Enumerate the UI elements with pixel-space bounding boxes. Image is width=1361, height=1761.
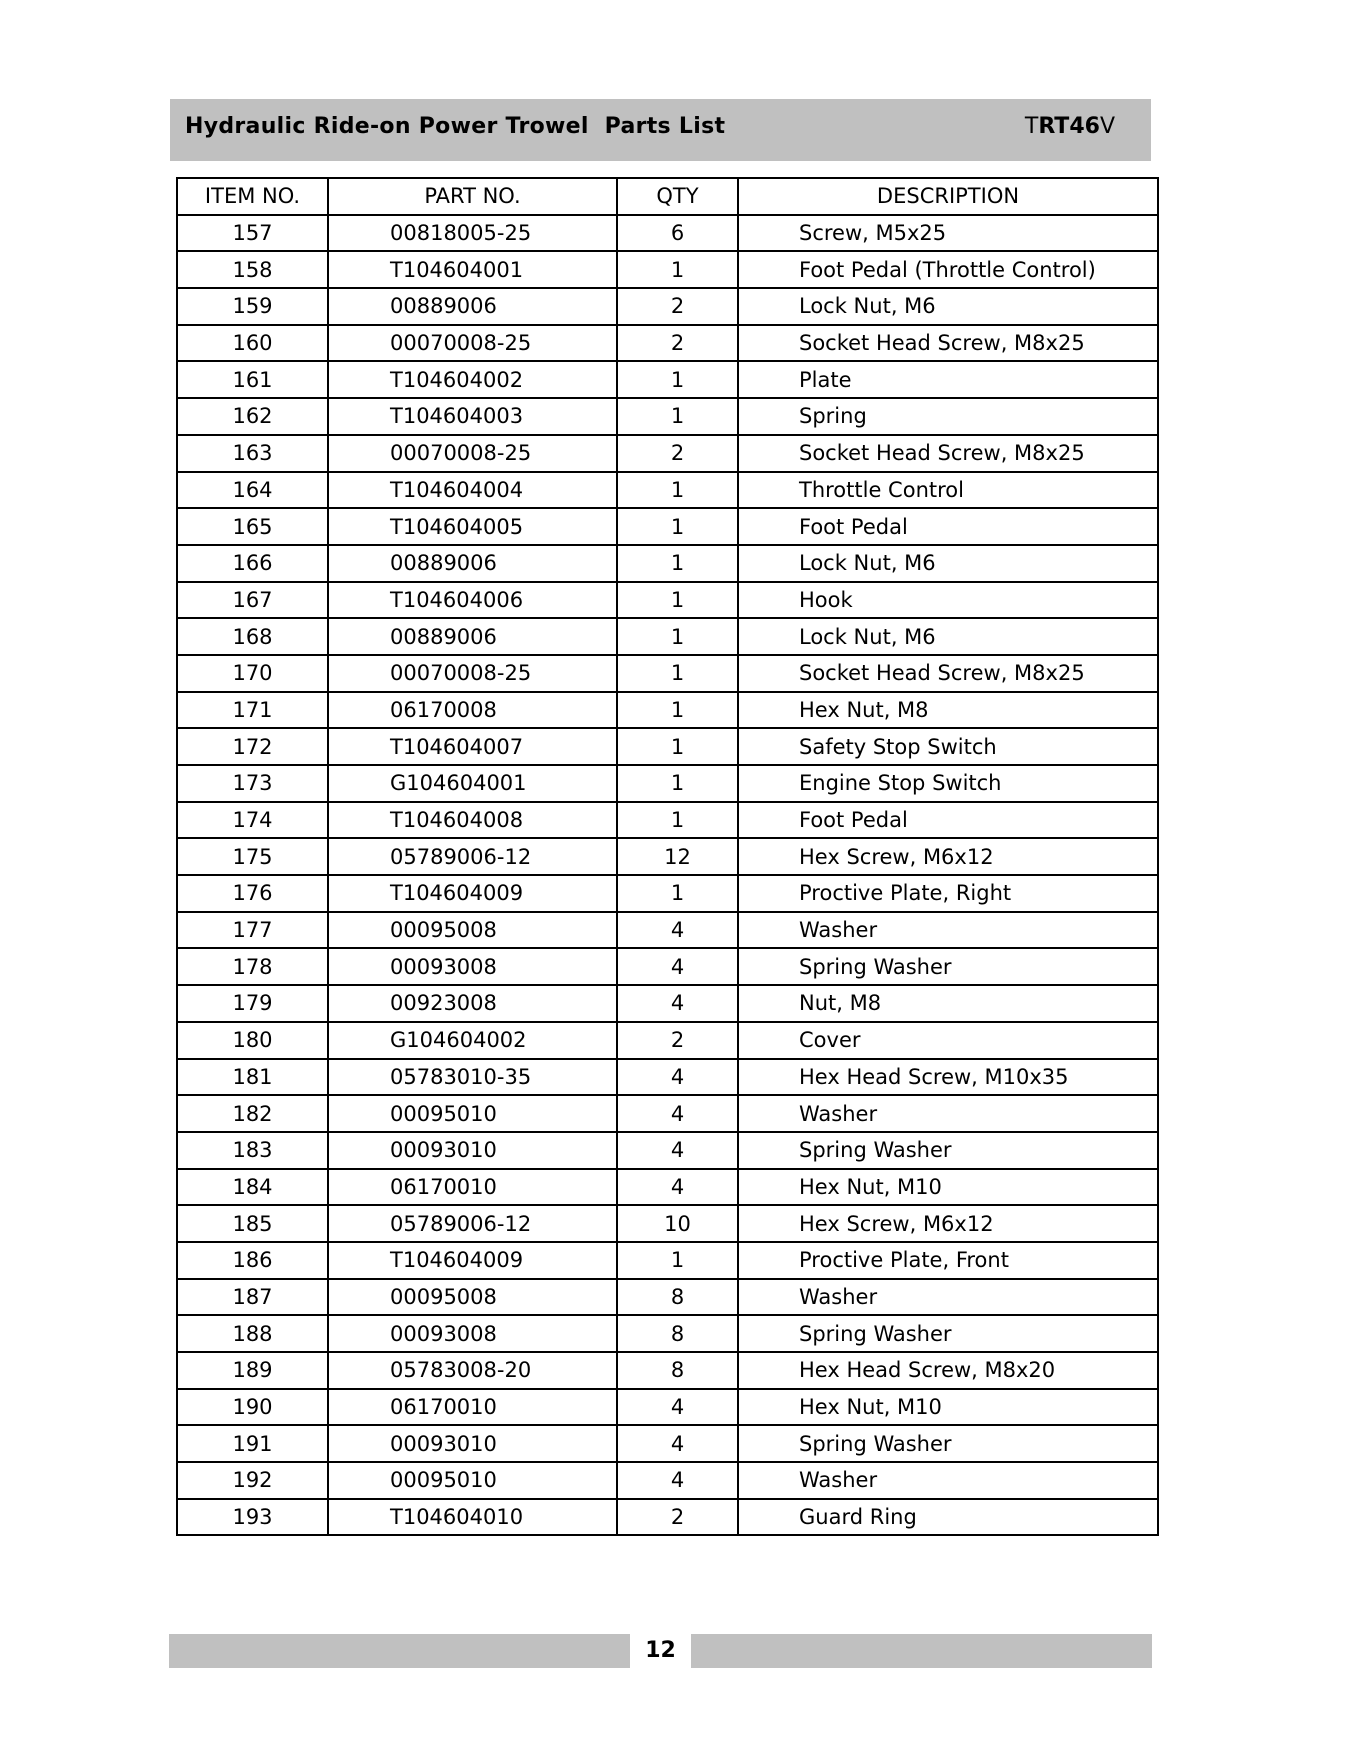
table-row [177,1425,1158,1462]
qty-cell: 2 [617,288,738,325]
qty-cell: 2 [617,325,738,362]
table-row [177,215,1158,252]
table-row [177,472,1158,509]
qty-cell: 4 [617,1425,738,1462]
table-row [177,1352,1158,1389]
part-no-cell: 05789006-12 [328,1205,617,1242]
description-cell: Hex Head Screw, M10x35 [738,1059,1158,1096]
item-no-cell: 190 [177,1389,328,1426]
description-cell: Spring [738,398,1158,435]
item-no-cell: 163 [177,435,328,472]
table-row [177,655,1158,692]
part-no-cell: T104604001 [328,251,617,288]
qty-cell: 1 [617,545,738,582]
description-cell: Lock Nut, M6 [738,545,1158,582]
item-no-cell: 172 [177,728,328,765]
description-cell: Foot Pedal (Throttle Control) [738,251,1158,288]
part-no-cell: T104604003 [328,398,617,435]
qty-cell: 8 [617,1352,738,1389]
qty-cell: 1 [617,361,738,398]
part-no-cell: 00095010 [328,1095,617,1132]
qty-cell: 10 [617,1205,738,1242]
item-no-cell: 181 [177,1059,328,1096]
part-no-cell: G104604002 [328,1022,617,1059]
item-no-cell: 187 [177,1279,328,1316]
qty-cell: 4 [617,1095,738,1132]
footer-bar-left [169,1634,630,1668]
part-no-cell: T104604004 [328,472,617,509]
column-header-description: DESCRIPTION [738,178,1158,215]
part-no-cell: T104604008 [328,802,617,839]
table-row [177,1169,1158,1206]
description-cell: Proctive Plate, Front [738,1242,1158,1279]
table-row [177,1389,1158,1426]
part-no-cell: 00095008 [328,912,617,949]
table-row [177,875,1158,912]
table-row [177,1242,1158,1279]
item-no-cell: 173 [177,765,328,802]
qty-cell: 4 [617,1132,738,1169]
part-no-cell: T104604009 [328,875,617,912]
item-no-cell: 171 [177,692,328,729]
description-cell: Cover [738,1022,1158,1059]
part-no-cell: 00070008-25 [328,655,617,692]
item-no-cell: 159 [177,288,328,325]
table-row [177,545,1158,582]
item-no-cell: 168 [177,618,328,655]
description-cell: Lock Nut, M6 [738,618,1158,655]
model-prefix: T [1024,114,1039,139]
qty-cell: 1 [617,472,738,509]
part-no-cell: 00095008 [328,1279,617,1316]
part-no-cell: 00889006 [328,618,617,655]
qty-cell: 2 [617,1022,738,1059]
column-header-qty: QTY [617,178,738,215]
item-no-cell: 166 [177,545,328,582]
item-no-cell: 183 [177,1132,328,1169]
description-cell: Spring Washer [738,1315,1158,1352]
table-row [177,838,1158,875]
description-cell: Throttle Control [738,472,1158,509]
qty-cell: 1 [617,728,738,765]
table-row [177,765,1158,802]
description-cell: Hex Nut, M8 [738,692,1158,729]
table-row [177,361,1158,398]
part-no-cell: 00095010 [328,1462,617,1499]
part-no-cell: T104604007 [328,728,617,765]
table-row [177,948,1158,985]
item-no-cell: 182 [177,1095,328,1132]
part-no-cell: 05783010-35 [328,1059,617,1096]
qty-cell: 1 [617,875,738,912]
item-no-cell: 167 [177,582,328,619]
model-bold: RT46 [1038,114,1100,139]
item-no-cell: 165 [177,508,328,545]
item-no-cell: 180 [177,1022,328,1059]
part-no-cell: T104604010 [328,1499,617,1536]
table-row [177,802,1158,839]
description-cell: Hex Head Screw, M8x20 [738,1352,1158,1389]
table-row [177,618,1158,655]
qty-cell: 1 [617,398,738,435]
description-cell: Safety Stop Switch [738,728,1158,765]
part-no-cell: 05789006-12 [328,838,617,875]
table-row [177,508,1158,545]
table-row [177,728,1158,765]
description-cell: Washer [738,912,1158,949]
description-cell: Spring Washer [738,1132,1158,1169]
table-row [177,435,1158,472]
table-row [177,1132,1158,1169]
description-cell: Foot Pedal [738,508,1158,545]
qty-cell: 8 [617,1279,738,1316]
table-header-row [177,178,1158,215]
item-no-cell: 186 [177,1242,328,1279]
item-no-cell: 170 [177,655,328,692]
part-no-cell: T104604006 [328,582,617,619]
description-cell: Hook [738,582,1158,619]
item-no-cell: 161 [177,361,328,398]
item-no-cell: 174 [177,802,328,839]
qty-cell: 8 [617,1315,738,1352]
item-no-cell: 193 [177,1499,328,1536]
part-no-cell: 00093010 [328,1425,617,1462]
qty-cell: 1 [617,802,738,839]
part-no-cell: 00889006 [328,545,617,582]
part-no-cell: T104604002 [328,361,617,398]
table-row [177,912,1158,949]
description-cell: Spring Washer [738,948,1158,985]
description-cell: Washer [738,1462,1158,1499]
description-cell: Guard Ring [738,1499,1158,1536]
item-no-cell: 191 [177,1425,328,1462]
table-row [177,582,1158,619]
table-row [177,1315,1158,1352]
table-row [177,398,1158,435]
qty-cell: 4 [617,948,738,985]
item-no-cell: 157 [177,215,328,252]
description-cell: Lock Nut, M6 [738,288,1158,325]
table-row [177,1059,1158,1096]
qty-cell: 4 [617,912,738,949]
part-no-cell: 06170010 [328,1389,617,1426]
part-no-cell: 00093008 [328,1315,617,1352]
table-row [177,1022,1158,1059]
part-no-cell: 06170010 [328,1169,617,1206]
description-cell: Socket Head Screw, M8x25 [738,655,1158,692]
table-row [177,985,1158,1022]
page-number: 12 [645,1638,676,1663]
item-no-cell: 177 [177,912,328,949]
item-no-cell: 184 [177,1169,328,1206]
item-no-cell: 164 [177,472,328,509]
description-cell: Spring Washer [738,1425,1158,1462]
description-cell: Proctive Plate, Right [738,875,1158,912]
part-no-cell: 00093010 [328,1132,617,1169]
description-cell: Engine Stop Switch [738,765,1158,802]
part-no-cell: 05783008-20 [328,1352,617,1389]
qty-cell: 1 [617,655,738,692]
item-no-cell: 185 [177,1205,328,1242]
description-cell: Plate [738,361,1158,398]
table-row [177,1462,1158,1499]
part-no-cell: 00070008-25 [328,325,617,362]
part-no-cell: T104604005 [328,508,617,545]
column-header-part-no: PART NO. [328,178,617,215]
table-row [177,692,1158,729]
qty-cell: 6 [617,215,738,252]
document-title: Hydraulic Ride-on Power Trowel Parts List [185,114,726,139]
qty-cell: 4 [617,1059,738,1096]
qty-cell: 1 [617,251,738,288]
item-no-cell: 189 [177,1352,328,1389]
model-suffix: V [1099,114,1115,139]
part-no-cell: 00923008 [328,985,617,1022]
description-cell: Socket Head Screw, M8x25 [738,435,1158,472]
part-no-cell: T104604009 [328,1242,617,1279]
qty-cell: 4 [617,985,738,1022]
qty-cell: 1 [617,582,738,619]
model-code [1025,114,1115,139]
item-no-cell: 188 [177,1315,328,1352]
part-no-cell: G104604001 [328,765,617,802]
qty-cell: 12 [617,838,738,875]
qty-cell: 1 [617,692,738,729]
qty-cell: 4 [617,1389,738,1426]
table-row [177,1499,1158,1536]
description-cell: Nut, M8 [738,985,1158,1022]
item-no-cell: 192 [177,1462,328,1499]
description-cell: Socket Head Screw, M8x25 [738,325,1158,362]
description-cell: Hex Screw, M6x12 [738,1205,1158,1242]
table-row [177,1205,1158,1242]
table-row [177,325,1158,362]
item-no-cell: 176 [177,875,328,912]
item-no-cell: 160 [177,325,328,362]
description-cell: Washer [738,1279,1158,1316]
part-no-cell: 00889006 [328,288,617,325]
qty-cell: 4 [617,1169,738,1206]
column-header-item-no: ITEM NO. [177,178,328,215]
qty-cell: 1 [617,1242,738,1279]
item-no-cell: 179 [177,985,328,1022]
qty-cell: 2 [617,435,738,472]
table-row [177,1279,1158,1316]
qty-cell: 2 [617,1499,738,1536]
part-no-cell: 00818005-25 [328,215,617,252]
description-cell: Hex Screw, M6x12 [738,838,1158,875]
description-cell: Washer [738,1095,1158,1132]
part-no-cell: 06170008 [328,692,617,729]
description-cell: Screw, M5x25 [738,215,1158,252]
table-row [177,251,1158,288]
part-no-cell: 00070008-25 [328,435,617,472]
table-row [177,288,1158,325]
part-no-cell: 00093008 [328,948,617,985]
page-header [170,99,1151,161]
qty-cell: 1 [617,618,738,655]
table-row [177,1095,1158,1132]
qty-cell: 1 [617,765,738,802]
item-no-cell: 178 [177,948,328,985]
item-no-cell: 158 [177,251,328,288]
qty-cell: 1 [617,508,738,545]
parts-table-body [177,215,1158,1536]
description-cell: Foot Pedal [738,802,1158,839]
item-no-cell: 175 [177,838,328,875]
item-no-cell: 162 [177,398,328,435]
description-cell: Hex Nut, M10 [738,1389,1158,1426]
parts-table [176,177,1159,1536]
qty-cell: 4 [617,1462,738,1499]
description-cell: Hex Nut, M10 [738,1169,1158,1206]
footer-bar-right [691,1634,1152,1668]
